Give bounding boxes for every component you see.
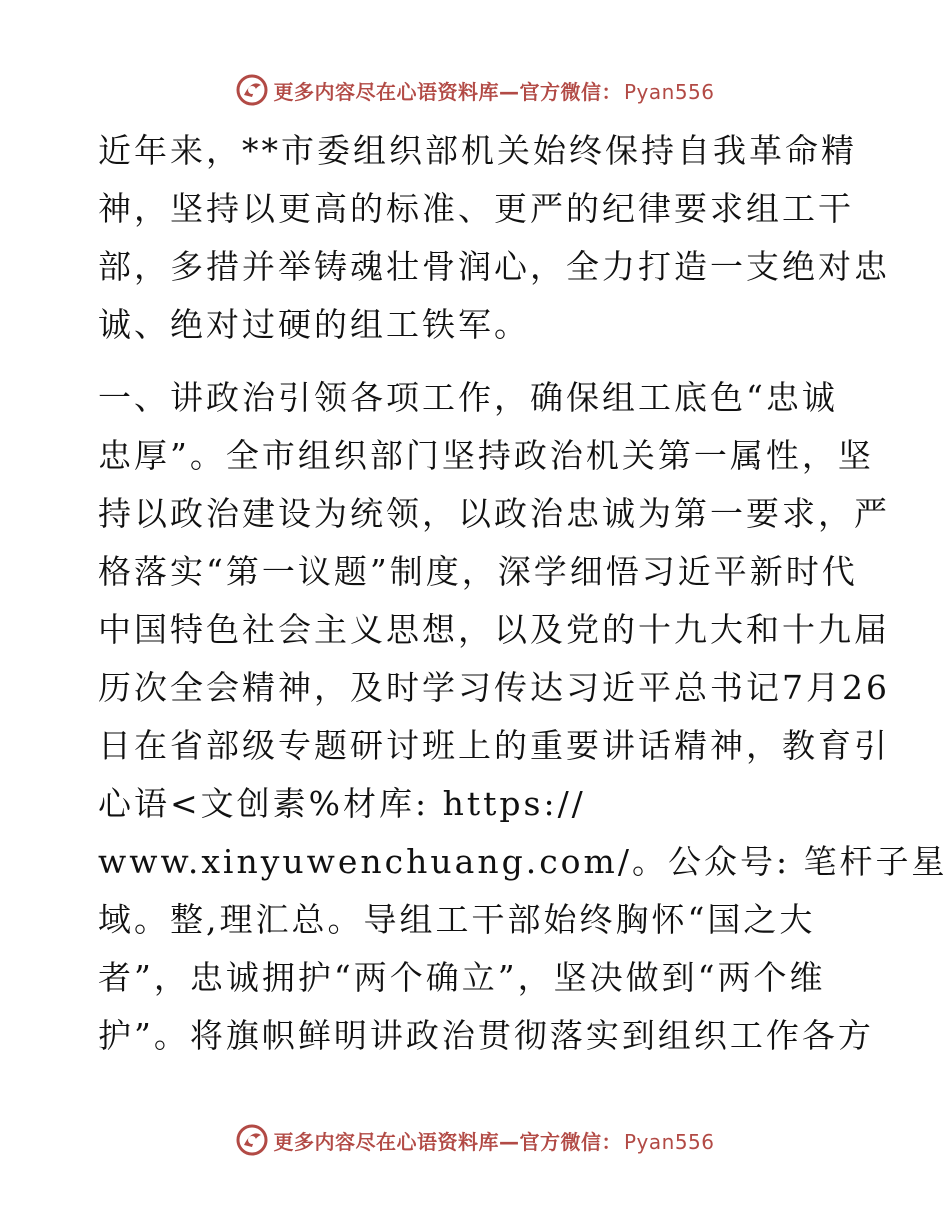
footer-wechat-id: Pyan556: [623, 1129, 715, 1154]
brand-logo-icon: [235, 73, 269, 107]
text-line: 神，坚持以更高的标准、更严的纪律要求组工干: [98, 189, 854, 228]
text-line: 心语<文创素%材库: https://: [98, 784, 586, 823]
text-line: www.xinyuwenchuang.com/。公众号: 笔杆子星: [98, 842, 948, 881]
footer-watermark: [0, 1120, 950, 1160]
footer-text: 更多内容尽在心语资料库—官方微信： Pyan556: [273, 1129, 715, 1154]
header-watermark: [0, 70, 950, 110]
text-line: 历次全会精神，及时学习传达习近平总书记7月26: [98, 668, 890, 707]
text-line: 近年来，**市委组织部机关始终保持自我革命精: [98, 131, 857, 170]
header-wechat-id: Pyan556: [623, 79, 715, 104]
text-line: 持以政治建设为统领，以政治忠诚为第一要求，严: [98, 494, 890, 533]
text-line: 忠厚”。全市组织部门坚持政治机关第一属性，坚: [98, 436, 874, 475]
text-line: 一、讲政治引领各项工作，确保组工底色“忠诚: [98, 378, 838, 417]
text-line: 日在省部级专题研讨班上的重要讲话精神，教育引: [98, 726, 890, 765]
text-line: 域。整,理汇总。导组工干部始终胸怀“国之大: [98, 900, 816, 939]
text-line: 者”，忠诚拥护“两个确立”，坚决做到“两个维: [98, 958, 826, 997]
header-text: 更多内容尽在心语资料库—官方微信： Pyan556: [273, 79, 715, 104]
text-line: 中国特色社会主义思想，以及党的十九大和十九届: [98, 610, 890, 649]
text-line: 诚、绝对过硬的组工铁军。: [98, 305, 530, 344]
document-body: [98, 122, 948, 1065]
text-line: 部，多措并举铸魂壮骨润心，全力打造一支绝对忠: [98, 247, 890, 286]
text-line: 格落实“第一议题”制度，深学细悟习近平新时代: [98, 552, 858, 591]
text-line: 护”。将旗帜鲜明讲政治贯彻落实到组织工作各方: [98, 1016, 874, 1055]
brand-logo-icon: [235, 1123, 269, 1157]
